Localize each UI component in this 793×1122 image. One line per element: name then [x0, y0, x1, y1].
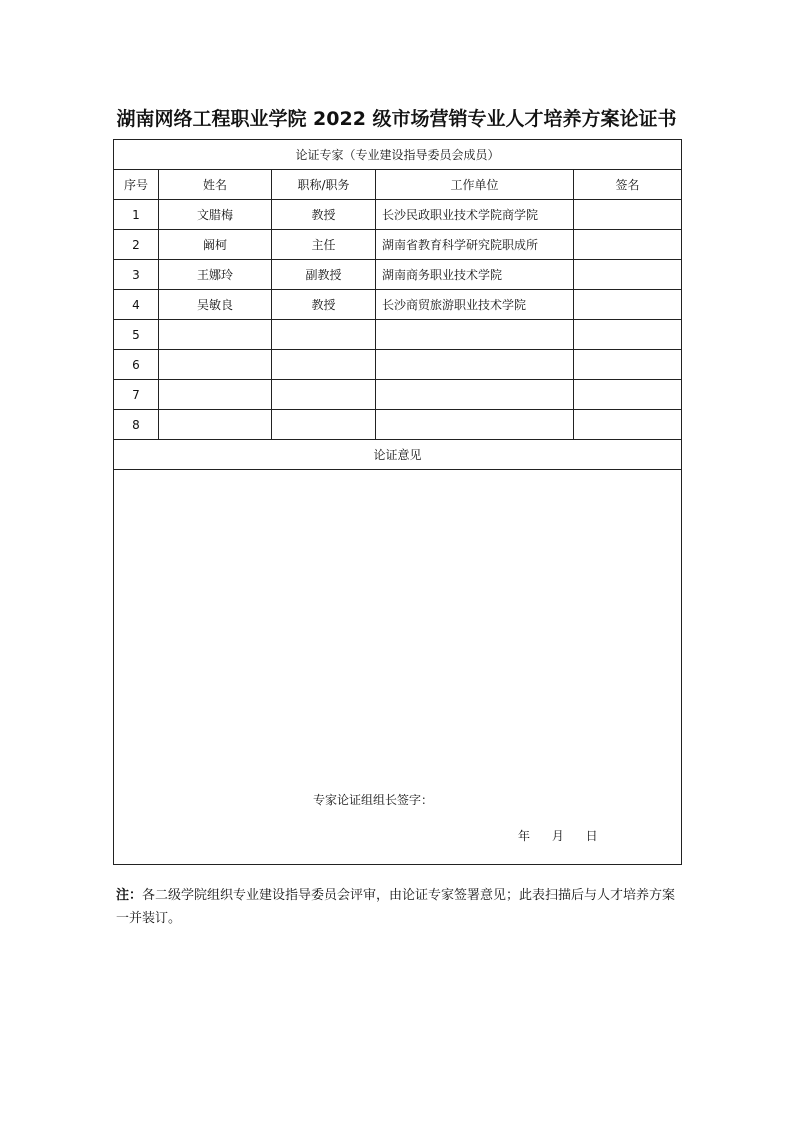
- row-unit: [376, 380, 574, 410]
- row-signature: [574, 230, 682, 260]
- column-header-signature: 签名: [574, 170, 682, 200]
- table-row: [114, 380, 682, 410]
- row-title: 主任: [272, 230, 376, 260]
- row-name: [159, 410, 272, 440]
- document-title: 湖南网络工程职业学院 2022 级市场营销专业人才培养方案论证书: [116, 108, 677, 130]
- experts-header-row: [114, 140, 682, 170]
- table-row: [114, 260, 682, 290]
- row-signature: [574, 350, 682, 380]
- row-no: 1: [114, 200, 159, 230]
- certification-table: [113, 139, 682, 865]
- row-title: [272, 320, 376, 350]
- row-name: [159, 320, 272, 350]
- row-unit: 长沙民政职业技术学院商学院: [376, 200, 574, 230]
- experts-header: 论证专家（专业建设指导委员会成员）: [114, 140, 682, 170]
- table-row: [114, 410, 682, 440]
- row-no: 6: [114, 350, 159, 380]
- note-text: 各二级学院组织专业建设指导委员会评审，由论证专家签署意见；此表扫描后与人才培养方案一并装订。: [116, 888, 676, 926]
- row-unit: 长沙商贸旅游职业技术学院: [376, 290, 574, 320]
- opinion-header-row: [114, 440, 682, 470]
- row-no: 8: [114, 410, 159, 440]
- table-row: [114, 320, 682, 350]
- table-row: [114, 200, 682, 230]
- row-unit: [376, 410, 574, 440]
- column-header-name: 姓名: [159, 170, 272, 200]
- row-signature: [574, 410, 682, 440]
- row-signature: [574, 380, 682, 410]
- row-title: 教授: [272, 290, 376, 320]
- opinion-row: [114, 470, 682, 865]
- opinion-box: [114, 470, 682, 865]
- row-name: 文腊梅: [159, 200, 272, 230]
- row-title: [272, 410, 376, 440]
- date-line: 年 月 日: [518, 829, 598, 843]
- footnote: [116, 884, 686, 930]
- row-name: [159, 350, 272, 380]
- table-row: [114, 290, 682, 320]
- row-no: 2: [114, 230, 159, 260]
- row-name: 阚柯: [159, 230, 272, 260]
- column-header-title: 职称/职务: [272, 170, 376, 200]
- row-unit: 湖南省教育科学研究院职成所: [376, 230, 574, 260]
- row-signature: [574, 320, 682, 350]
- row-signature: [574, 290, 682, 320]
- table-row: [114, 230, 682, 260]
- column-header-unit: 工作单位: [376, 170, 574, 200]
- table-row: [114, 350, 682, 380]
- row-title: [272, 350, 376, 380]
- row-name: 吴敏良: [159, 290, 272, 320]
- column-header-no: 序号: [114, 170, 159, 200]
- column-header-row: [114, 170, 682, 200]
- row-title: 教授: [272, 200, 376, 230]
- row-signature: [574, 260, 682, 290]
- row-no: 3: [114, 260, 159, 290]
- row-title: 副教授: [272, 260, 376, 290]
- row-unit: 湖南商务职业技术学院: [376, 260, 574, 290]
- row-title: [272, 380, 376, 410]
- row-no: 5: [114, 320, 159, 350]
- leader-signature-label: 专家论证组组长签字：: [313, 793, 434, 807]
- opinion-header: 论证意见: [114, 440, 682, 470]
- row-unit: [376, 320, 574, 350]
- row-no: 4: [114, 290, 159, 320]
- note-label: 注：: [116, 888, 143, 903]
- row-unit: [376, 350, 574, 380]
- row-name: 王娜玲: [159, 260, 272, 290]
- row-signature: [574, 200, 682, 230]
- row-name: [159, 380, 272, 410]
- row-no: 7: [114, 380, 159, 410]
